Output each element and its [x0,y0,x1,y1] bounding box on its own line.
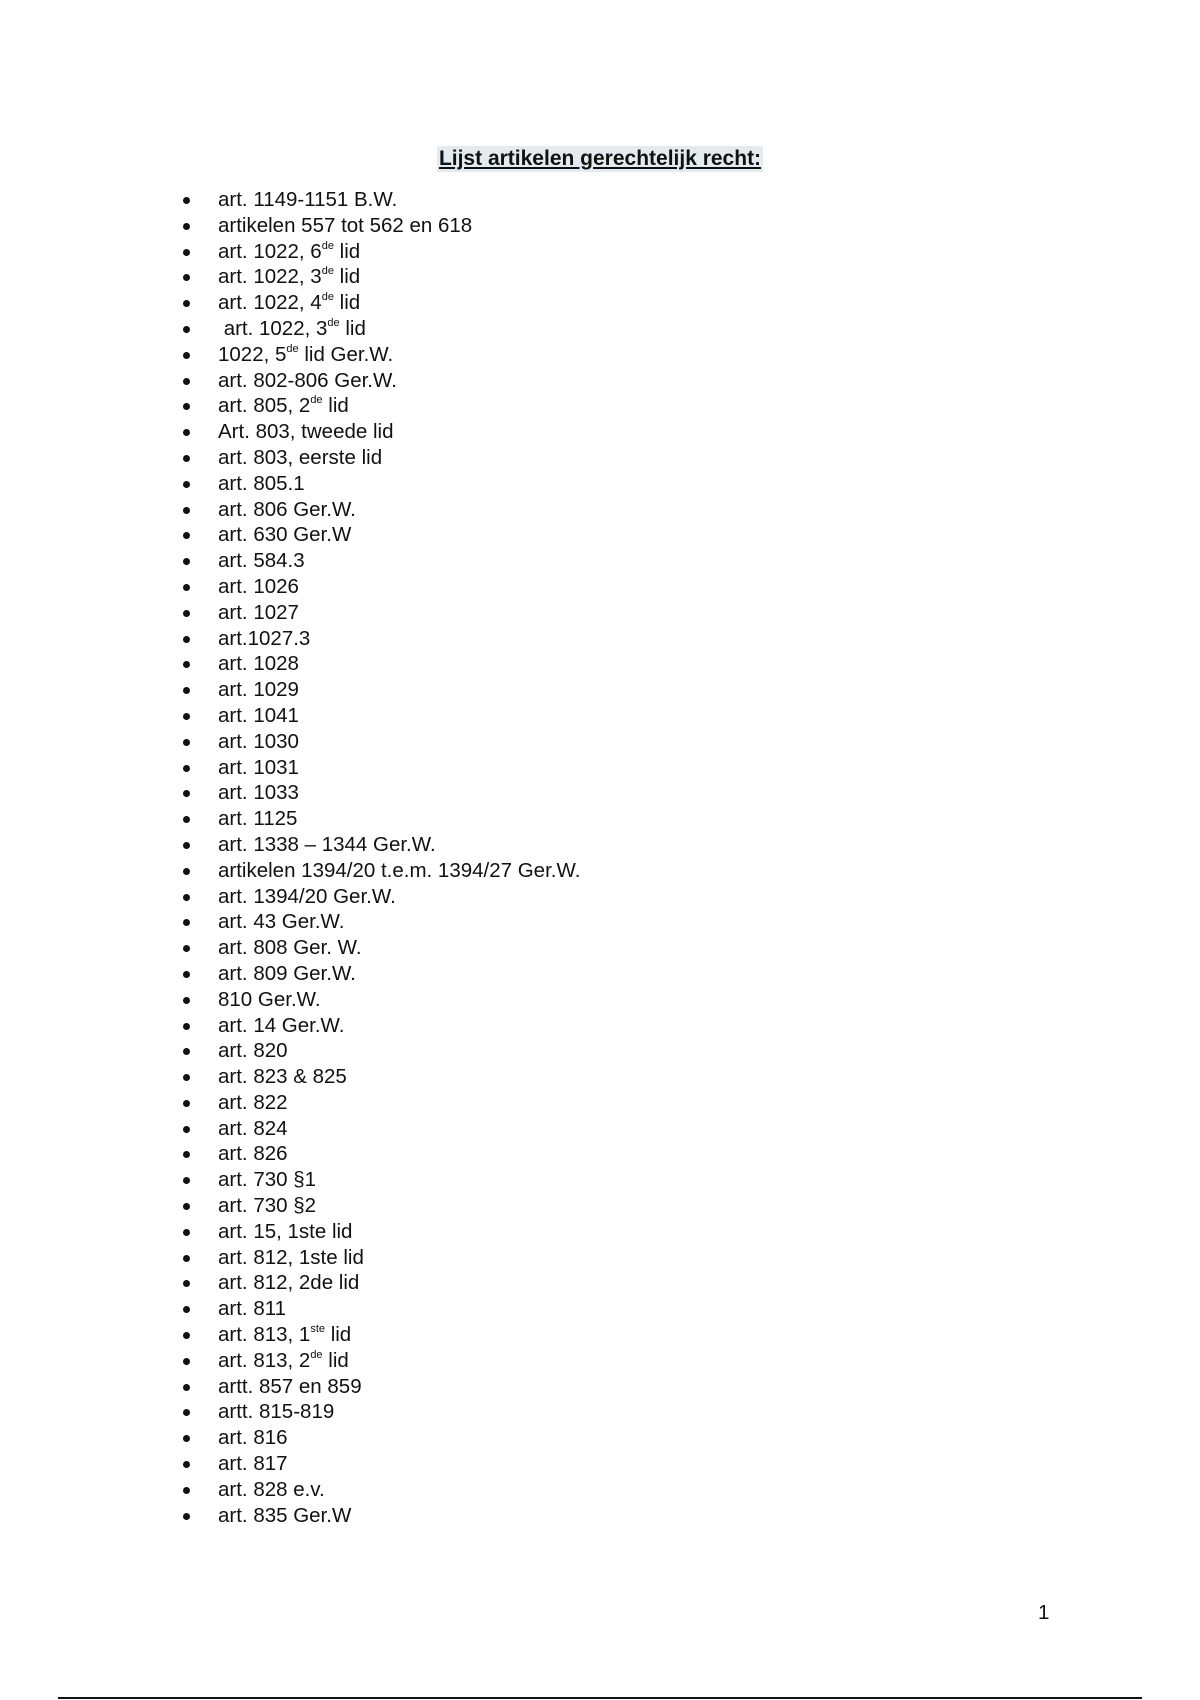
list-item [182,729,580,755]
bullet-icon [183,326,190,333]
bullet-icon [183,1435,190,1442]
list-item-text: art. 803, eerste lid [218,445,383,469]
ordinal-superscript: de [327,316,340,329]
list-item [182,1245,580,1271]
bullet-icon [183,919,190,926]
page-title-wrapper [0,146,1200,174]
bullet-icon [183,1358,190,1365]
bullet-icon [183,1100,190,1107]
list-item-text: art. 1028 [218,652,299,676]
ordinal-superscript: de [321,239,334,252]
bullet-icon [183,790,190,797]
bullet-icon [183,997,190,1004]
bullet-icon [183,223,190,230]
bullet-icon [183,558,190,565]
bullet-icon [183,1151,190,1158]
list-item [182,239,580,265]
list-item [182,1503,580,1529]
list-item [182,651,580,677]
list-item-text: art. 808 Ger. W. [218,936,362,960]
list-item-text: art. 1022, 6 [218,239,322,263]
list-item-text: art. 824 [218,1116,288,1140]
list-item-text: art. 809 Ger.W. [218,961,356,985]
page-title: Lijst artikelen gerechtelijk recht: [438,147,762,170]
bullet-icon [183,1332,190,1339]
list-item [182,471,580,497]
list-item [182,213,580,239]
list-item [182,626,580,652]
bullet-icon [183,249,190,256]
bullet-icon [183,1487,190,1494]
article-list [182,187,580,1528]
ordinal-superscript: de [310,394,323,407]
list-item-text: art. 805, 2 [218,394,311,418]
list-item-text: art. 826 [218,1142,288,1166]
bullet-icon [183,610,190,617]
list-item-text: art. 1022, 3 [218,316,328,340]
list-item [182,368,580,394]
bullet-icon [183,1306,190,1313]
list-item [182,1013,580,1039]
list-item-text: art. 811 [218,1297,286,1321]
list-item [182,806,580,832]
list-item-text: 810 Ger.W. [218,987,321,1011]
bullet-icon [183,1074,190,1081]
list-item [182,1451,580,1477]
bullet-icon [183,971,190,978]
list-item-text: art. 1033 [218,781,299,805]
bullet-icon [183,816,190,823]
list-item-text: art. 584.3 [218,549,305,573]
list-item-text: art. 1041 [218,703,299,727]
list-item [182,522,580,548]
list-item-text: art. 1149-1151 B.W. [218,188,398,211]
list-item-text: art. 1022, 3 [218,265,322,289]
list-item-text: artt. 857 en 859 [218,1374,362,1398]
bullet-icon [183,378,190,385]
list-item [182,858,580,884]
bullet-icon [183,1126,190,1133]
list-item-text: art. 15, 1ste lid [218,1219,353,1243]
bullet-icon [183,1255,190,1262]
bullet-icon [183,1023,190,1030]
list-item [182,497,580,523]
list-item-suffix: lid [333,239,361,263]
list-item-text: art. 730 §2 [218,1194,317,1218]
list-item-suffix: lid [322,1348,349,1372]
bullet-icon [183,1177,190,1184]
list-item [182,832,580,858]
list-item-text: art. 835 Ger.W [218,1503,352,1527]
list-item [182,1477,580,1503]
ordinal-superscript: ste [310,1323,325,1336]
bullet-icon [183,300,190,307]
list-item [182,1193,580,1219]
list-item [182,1270,580,1296]
bullet-icon [183,1461,190,1468]
list-item [182,264,580,290]
list-item-text: art. 1338 – 1344 Ger.W. [218,832,436,856]
bullet-icon [183,894,190,901]
list-item [182,316,580,342]
list-item-text: art. 812, 1ste lid [218,1245,364,1269]
list-item-text: art. 1027 [218,600,299,624]
list-item [182,342,580,368]
list-item-suffix: lid [339,316,366,340]
bullet-icon [183,403,190,410]
bullet-icon [183,1203,190,1210]
list-item-suffix: lid [333,291,361,315]
bullet-icon [183,481,190,488]
list-item-text: art. 1031 [218,755,299,779]
list-item-suffix: lid Ger.W. [298,342,394,366]
list-item [182,393,580,419]
bullet-icon [183,507,190,514]
bullet-icon [183,1048,190,1055]
list-item [182,1425,580,1451]
ordinal-superscript: de [286,342,299,355]
list-item-text: art.1027.3 [218,626,311,650]
bullet-icon [183,945,190,952]
list-item [182,909,580,935]
list-item-text: art. 43 Ger.W. [218,910,345,934]
bullet-icon [183,1280,190,1287]
list-item-text: art. 820 [218,1039,288,1063]
list-item [182,1141,580,1167]
list-item-text: art. 823 & 825 [218,1065,347,1089]
list-item [182,187,580,213]
list-item-text: art. 806 Ger.W. [218,497,356,521]
list-item-suffix: lid [333,265,361,289]
list-item [182,780,580,806]
page-number: 1 [1038,1601,1050,1624]
list-item-text: artikelen 557 tot 562 en 618 [218,213,473,237]
list-item-text: art. 812, 2de lid [218,1271,360,1295]
list-item [182,703,580,729]
bullet-icon [183,274,190,281]
list-item [182,677,580,703]
list-item [182,1348,580,1374]
list-item [182,1219,580,1245]
list-item [182,1064,580,1090]
bullet-icon [183,429,190,436]
list-item [182,1322,580,1348]
list-item [182,935,580,961]
bullet-icon [183,765,190,772]
list-item [182,1090,580,1116]
list-item-text: art. 730 §1 [218,1168,317,1192]
list-item-text: art. 813, 1 [218,1323,311,1347]
list-item [182,445,580,471]
list-item-text: art. 1026 [218,574,299,598]
bullet-icon [183,1409,190,1416]
list-item-text: art. 14 Ger.W. [218,1013,345,1037]
ordinal-superscript: de [310,1348,323,1361]
list-item-text: art. 805.1 [218,471,305,495]
list-item [182,1038,580,1064]
list-item [182,600,580,626]
list-item-text: art. 828 e.v. [218,1477,325,1501]
list-item-text: Art. 803, tweede lid [218,420,394,444]
list-item [182,419,580,445]
list-item [182,290,580,316]
list-item [182,1167,580,1193]
list-item-text: 1022, 5 [218,342,287,366]
list-item-text: art. 802-806 Ger.W. [218,368,397,392]
footer-rule [58,1697,1142,1699]
list-item [182,987,580,1013]
bullet-icon [183,584,190,591]
list-item [182,961,580,987]
list-item-text: art. 822 [218,1090,288,1114]
list-item-text: art. 1030 [218,729,299,753]
bullet-icon [183,868,190,875]
list-item [182,1296,580,1322]
list-item-text: art. 1125 [218,807,298,831]
list-item [182,574,580,600]
list-item-text: art. 1394/20 Ger.W. [218,884,396,908]
bullet-icon [183,636,190,643]
list-item-text: art. 1022, 4 [218,291,322,315]
list-item [182,1374,580,1400]
bullet-icon [183,1384,190,1391]
bullet-icon [183,352,190,359]
list-item [182,1116,580,1142]
bullet-icon [183,1229,190,1236]
bullet-icon [183,532,190,539]
list-item [182,884,580,910]
bullet-icon [183,661,190,668]
list-item [182,755,580,781]
list-item-text: artikelen 1394/20 t.e.m. 1394/27 Ger.W. [218,858,581,882]
list-item-text: art. 817 [218,1452,288,1476]
bullet-icon [183,842,190,849]
list-item [182,1399,580,1425]
list-item-text: art. 816 [218,1426,288,1450]
ordinal-superscript: de [321,265,334,278]
list-item-text: art. 813, 2 [218,1348,311,1372]
list-item-text: artt. 815-819 [218,1400,335,1424]
bullet-icon [183,713,190,720]
bullet-icon [183,197,190,204]
bullet-icon [183,687,190,694]
list-item-text: art. 630 Ger.W [218,523,352,547]
list-item-suffix: lid [325,1323,352,1347]
bullet-icon [183,1513,190,1520]
list-item-text: art. 1029 [218,678,299,702]
list-item [182,548,580,574]
ordinal-superscript: de [321,291,334,304]
bullet-icon [183,739,190,746]
list-item-suffix: lid [322,394,349,418]
bullet-icon [183,455,190,462]
